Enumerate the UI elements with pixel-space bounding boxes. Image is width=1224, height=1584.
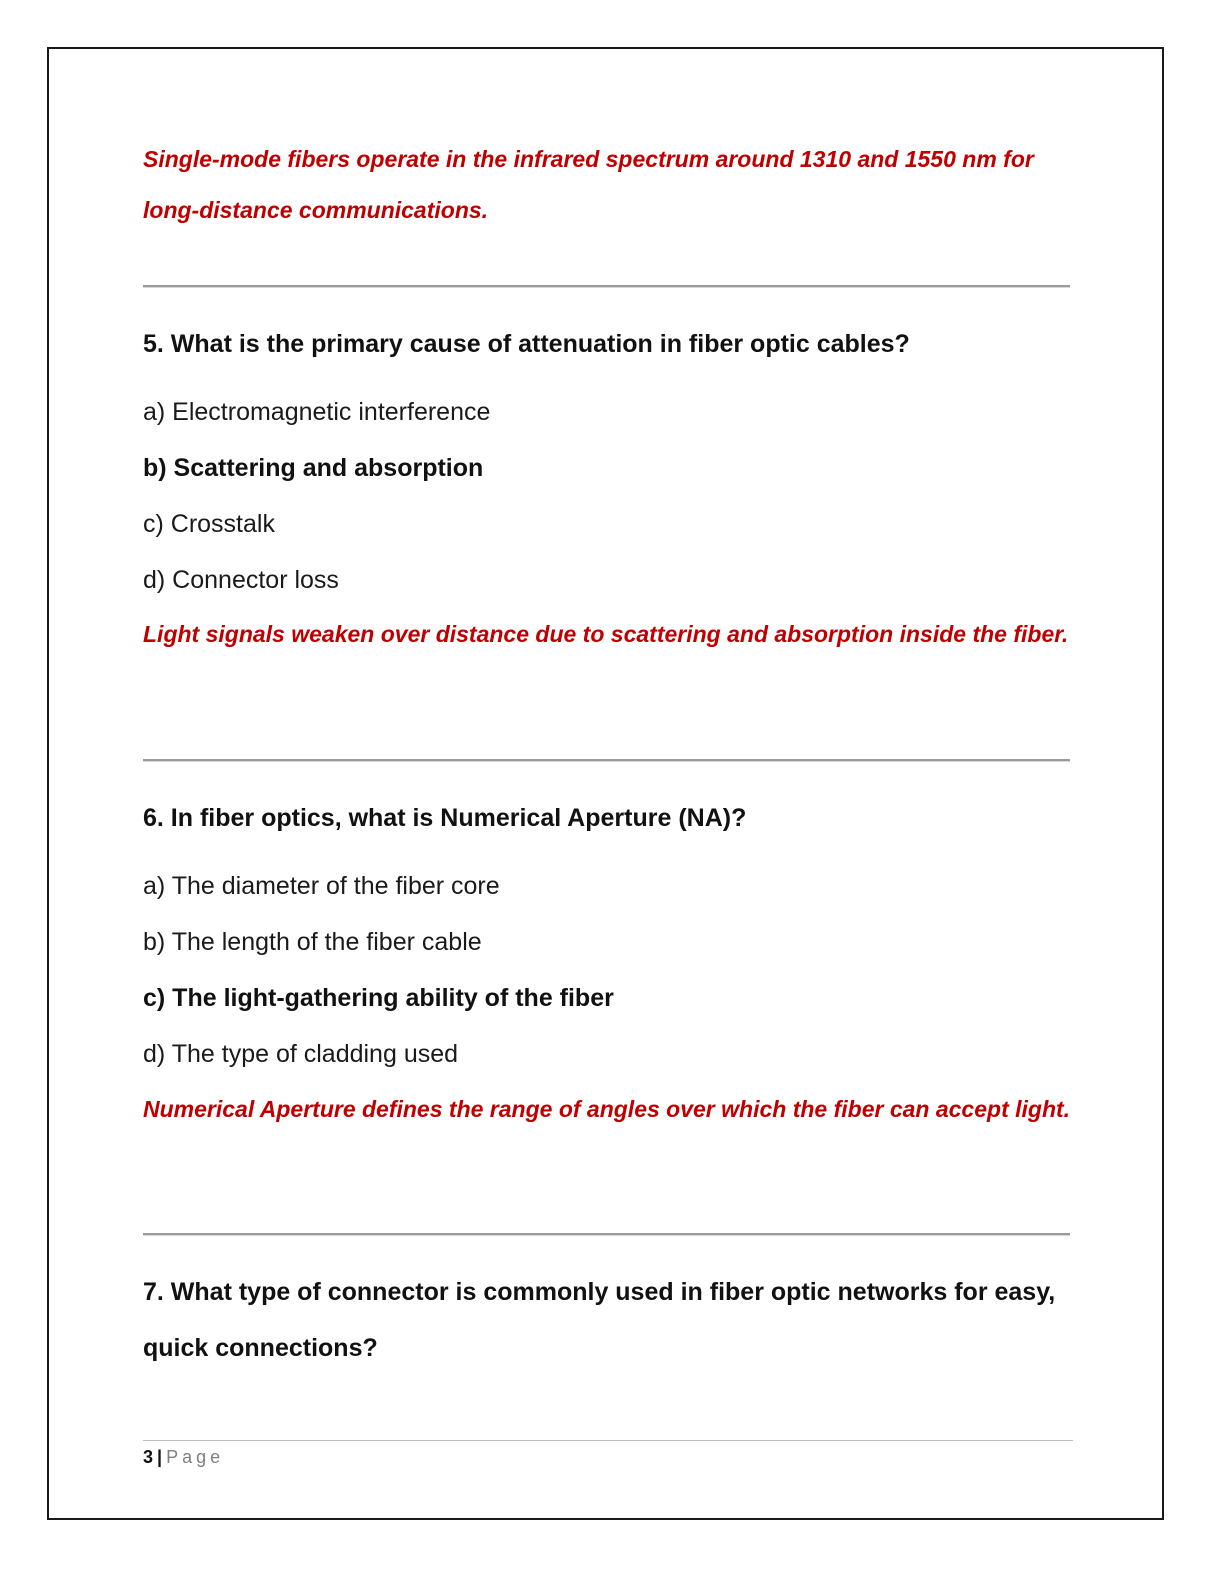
option-5d: d) Connector loss xyxy=(143,566,339,594)
divider xyxy=(143,285,1070,288)
option-5a: a) Electromagnetic interference xyxy=(143,398,491,426)
option-5b-correct: b) Scattering and absorption xyxy=(143,454,484,482)
question-6: 6. In fiber optics, what is Numerical Aperture (NA)? xyxy=(143,804,747,832)
page-number: 3 xyxy=(143,1447,154,1467)
page-label: Page xyxy=(166,1447,225,1467)
option-6a: a) The diameter of the fiber core xyxy=(143,872,500,900)
option-5c: c) Crosstalk xyxy=(143,510,275,538)
explanation-q4: Single-mode fibers operate in the infrared spectrum around 1310 and 1550 nm for long-distance communications. xyxy=(143,146,1034,223)
divider xyxy=(143,759,1070,762)
option-6c-correct: c) The light-gathering ability of the fiber xyxy=(143,984,614,1012)
footer-rule xyxy=(143,1440,1073,1441)
option-6d: d) The type of cladding used xyxy=(143,1040,459,1068)
question-7: 7. What type of connector is commonly used in fiber optic networks for easy, quick connections? xyxy=(143,1278,1056,1362)
page-footer xyxy=(143,1446,224,1468)
explanation-q6: Numerical Aperture defines the range of angles over which the fiber can accept light. xyxy=(143,1096,1071,1122)
explanation-q5: Light signals weaken over distance due to scattering and absorption inside the fiber. xyxy=(143,621,1069,647)
option-6b: b) The length of the fiber cable xyxy=(143,928,482,956)
page-separator: | xyxy=(157,1447,163,1467)
question-5: 5. What is the primary cause of attenuation in fiber optic cables? xyxy=(143,330,910,358)
divider xyxy=(143,1233,1070,1236)
